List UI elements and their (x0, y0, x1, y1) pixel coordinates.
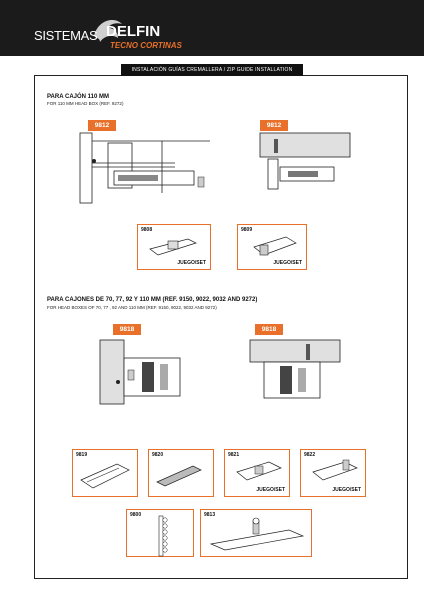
part-set-label: JUEGO/SET (273, 260, 302, 266)
part-code: 9819 (76, 452, 88, 458)
section1-title: PARA CAJÓN 110 MM (47, 94, 110, 100)
brand-subtitle: TECNO CORTINAS (110, 41, 182, 50)
part-box-9800 (126, 509, 194, 557)
bracket-part-icon (311, 460, 359, 482)
part-code: 9820 (152, 452, 164, 458)
section1-tag-right: 9812 (260, 120, 288, 131)
part-code: 9800 (130, 512, 142, 518)
install-diagram-1a (80, 133, 210, 203)
brand-name: DELFIN (106, 23, 161, 40)
part-box-9821 (224, 449, 290, 497)
section2-subtitle: FOR HEAD BOXES OF 70, 77 , 92 AND 110 MM (REF. 9150, 9022, 9032 AND 9272) (47, 305, 217, 310)
section2-tag-right: 9818 (255, 324, 283, 335)
part-box-9820 (148, 449, 214, 497)
part-code: 9808 (141, 227, 153, 233)
part-code: 9822 (304, 452, 316, 458)
part-box-9808 (137, 224, 211, 270)
section2-title: PARA CAJONES DE 70, 77, 92 Y 110 MM (REF. 9150, 9022, 9032 AND 9272) (47, 297, 258, 303)
install-diagram-2a (100, 340, 190, 404)
part-box-9822 (300, 449, 366, 497)
install-diagram-2b (250, 340, 340, 404)
strip-part-icon (155, 462, 207, 490)
bracket-part-icon (148, 235, 198, 259)
plate-part-icon (209, 518, 305, 552)
install-diagram-1b (260, 133, 350, 193)
profile-part-icon (79, 462, 131, 490)
part-set-label: JUEGO/SET (256, 487, 285, 493)
section2-tag-left: 9818 (113, 324, 141, 335)
part-code: 9809 (241, 227, 253, 233)
bracket-part-icon (250, 235, 298, 259)
section1-tag-left: 9812 (88, 120, 116, 131)
part-set-label: JUEGO/SET (332, 487, 361, 493)
page-header (0, 0, 424, 56)
part-box-9813 (200, 509, 312, 557)
brand-word: SISTEMAS (34, 28, 98, 43)
part-set-label: JUEGO/SET (177, 260, 206, 266)
part-code: 9821 (228, 452, 240, 458)
bracket-part-icon (235, 460, 283, 482)
section1-subtitle: FOR 110 MM HEAD BOX (REF. 9272) (47, 101, 124, 106)
part-box-9809 (237, 224, 307, 270)
zip-teeth-part-icon (155, 516, 171, 556)
part-code: 9813 (204, 512, 216, 518)
page-banner: INSTALACIÓN GUÍAS CREMALLERA / ZIP GUIDE INSTALLATION (121, 64, 303, 76)
part-box-9819 (72, 449, 138, 497)
